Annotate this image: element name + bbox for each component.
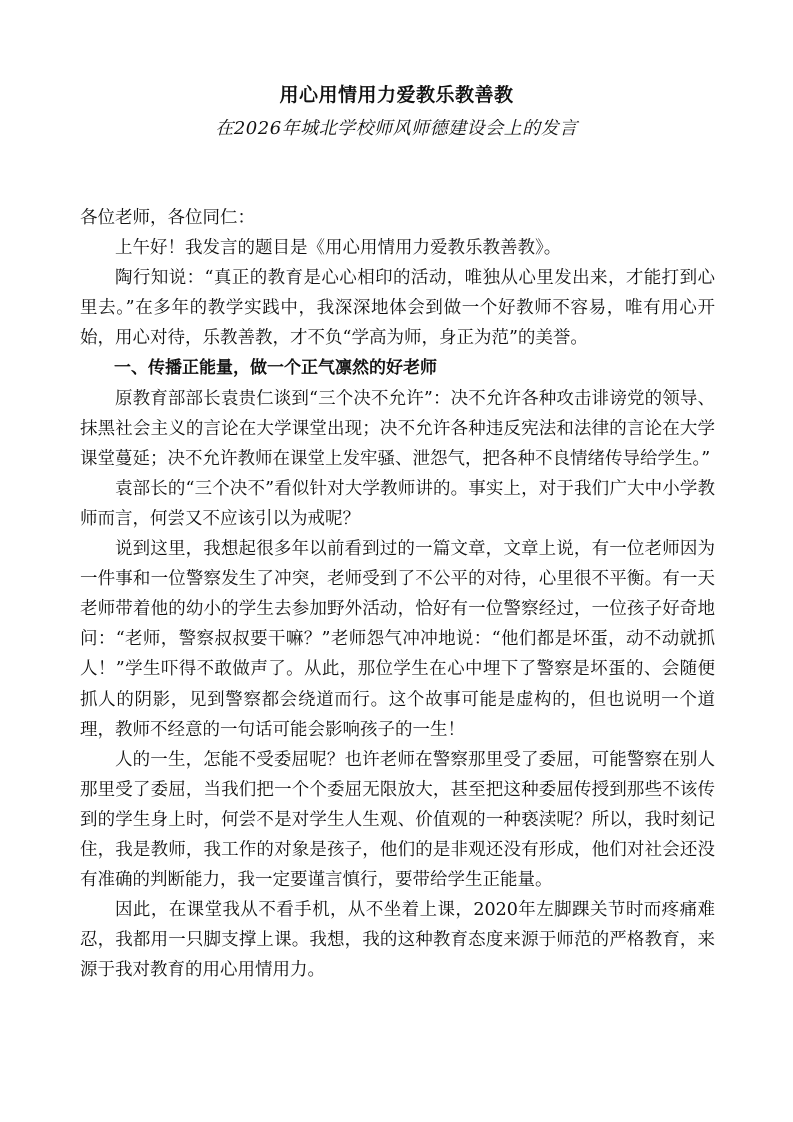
paragraph-quote: 陶行知说：“真正的教育是心心相印的活动，唯独从心里发出来，才能打到心里去。”在多年的教学实践中，我深深地体会到做一个好教师不容易，唯有用心开始，用心对待，乐教善教，才不负“学高为师，身正为范”的美誉。 (80, 268, 715, 349)
paragraph-reflection: 袁部长的“三个决不”看似针对大学教师讲的。事实上，对于我们广大中小学教师而言，何尝又不应该引以为戒呢？ (80, 478, 715, 529)
document-subtitle: 在2026年城北学校师风师德建设会上的发言 (215, 118, 578, 139)
greeting: 各位老师，各位同仁： (80, 208, 255, 228)
paragraph-grievance: 人的一生，怎能不受委屈呢？也许老师在警察那里受了委屈，可能警察在别人那里受了委屈，当我们把一个个委屈无限放大，甚至把这种委屈传授到那些不该传到的学生身上时，何尝不是对学生人生观、价值观的一种亵渎呢？所以，我时刻记住，我是教师，我工作的对象是孩子，他们的是非观还没有形成，他们对社会还没有准确的判断能力，我一定要谨言慎行，要带给学生正能量。 (80, 749, 715, 891)
paragraph-story: 说到这里，我想起很多年以前看到过的一篇文章，文章上说，有一位老师因为一件事和一位警察发生了冲突，老师受到了不公平的对待，心里很不平衡。有一天老师带着他的幼小的学生去参加野外活动，恰好有一位警察经过，一位孩子好奇地问：“老师，警察叔叔要干嘛？”老师怨气冲冲地说：“他们都是坏蛋，动不动就抓人！”学生吓得不敢做声了。从此，那位学生在心中埋下了警察是坏蛋的、会随便抓人的阴影，见到警察都会绕道而行。这个故事可能是虚构的，但也说明一个道理，教师不经意的一句话可能会影响孩子的一生！ (80, 539, 715, 740)
section-heading: 一、传播正能量，做一个正气凛然的好老师 (114, 358, 437, 379)
paragraph-opening: 上午好！我发言的题目是《用心用情用力爱教乐教善教》。 (115, 238, 562, 259)
paragraph-three-rules: 原教育部部长袁贵仁谈到“三个决不允许”：决不允许各种攻击诽谤党的领导、抹黑社会主义的言论在大学课堂出现；决不允许各种违反宪法和法律的言论在大学课堂蔓延；决不允许教师在课堂上发牢骚、泄怨气，把各种不良情绪传导给学生。” (80, 388, 715, 469)
document-title: 用心用情用力爱教乐教善教 (279, 84, 514, 106)
paragraph-conclusion: 因此，在课堂我从不看手机，从不坐着上课，2020年左脚踝关节时而疼痛难忍，我都用一只脚支撑上课。我想，我的这种教育态度来源于师范的严格教育，来源于我对教育的用心用情用力。 (80, 900, 715, 981)
document-body (80, 203, 715, 985)
